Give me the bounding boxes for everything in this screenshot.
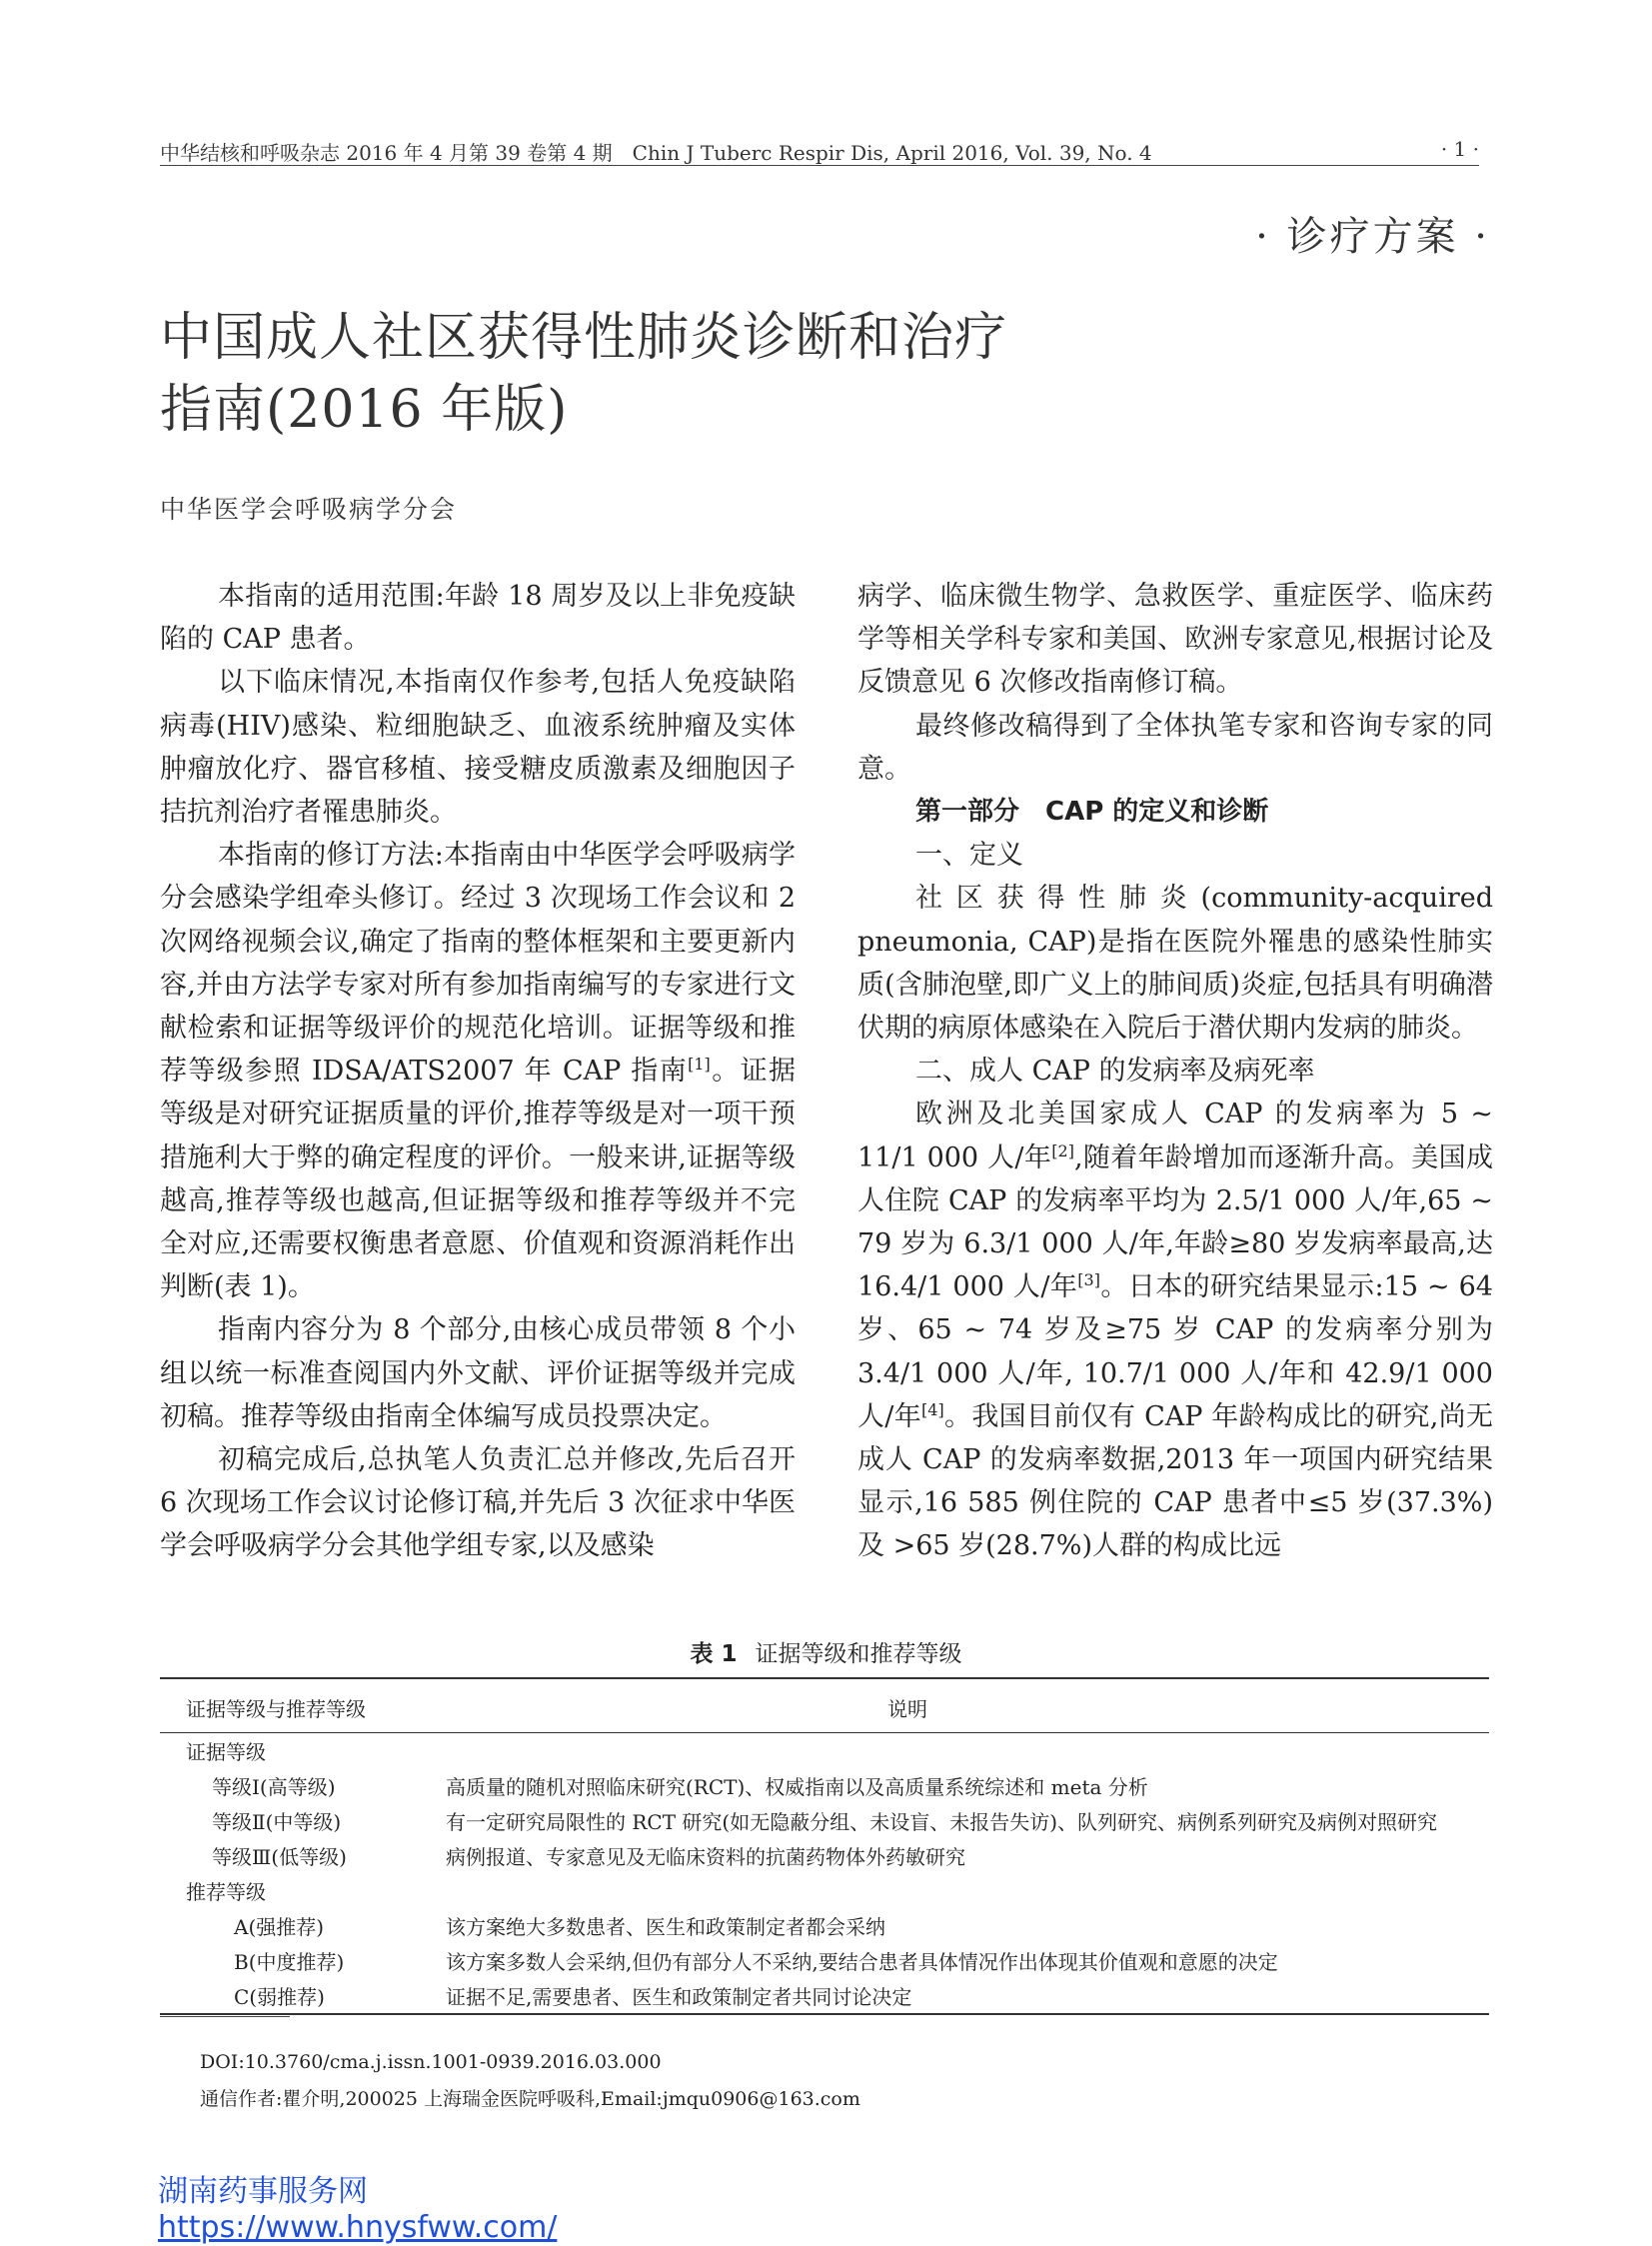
table-group-row [160, 1873, 1489, 1908]
table-number: 表 1 [690, 1641, 738, 1667]
description-cell: 病例报道、专家意见及无临床资料的抗菌药物体外药敏研究 [446, 1845, 965, 1869]
paragraph: 初稿完成后,总执笔人负责汇总并修改,先后召开 6 次现场工作会议讨论修订稿,并先后 3 次征求中华医学会呼吸病学分会其他学组专家,以及感染 [160, 1444, 796, 1562]
title-line-1: 中国成人社区获得性肺炎诊断和治疗 [160, 308, 1008, 368]
page-number: · 1 · [1440, 137, 1479, 161]
right-column [857, 575, 1493, 1568]
group-label: 推荐等级 [186, 1880, 266, 1904]
table-group-row [160, 1733, 1489, 1769]
correspondence: 通信作者:瞿介明,200025 上海瑞金医院呼吸科,Email:jmqu0906@163.com [200, 2088, 860, 2110]
paragraph [160, 834, 796, 1308]
running-header [160, 135, 1479, 166]
paragraph: 病学、临床微生物学、急救医学、重症医学、临床药学等相关学科专家和美国、欧洲专家意见,根据讨论及反馈意见 6 次修改指南修订稿。 [857, 581, 1493, 699]
paragraph-text: 本指南的修订方法:本指南由中华医学会呼吸病学分会感染学组牵头修订。经过 3 次现场工作会议和 2 次网络视频会议,确定了指南的整体框架和主要更新内容,并由方法学专家对所有参加指南编写的专家进行文献检索和证据等级评价的规范化培训。证据等级和推荐等级参照 IDSA/ATS2007 年 CAP 指南 [160, 840, 796, 1088]
paragraph-text: 。我国目前仅有 CAP 年龄构成比的研究,尚无成人 CAP 的发病率数据,2013 年一项国内研究结果显示,16 585 例住院的 CAP 患者中≤5 岁(37.3%)及 >65 岁(28.7%)人群的构成比远 [857, 1400, 1493, 1562]
column-header: 证据等级与推荐等级 [160, 1678, 446, 1733]
description-cell: 证据不足,需要患者、医生和政策制定者共同讨论决定 [446, 1978, 1489, 2014]
title-line-2: 指南(2016 年版) [160, 380, 569, 440]
table-row [160, 1838, 1489, 1873]
paragraph-text: 欧洲及北美国家成人 CAP 的发病率为 5 ~ 11/1 000 人/年 [857, 1099, 1493, 1173]
paragraph-text: ,随着年龄增加而逐渐升高。美国成人住院 CAP 的发病率平均为 2.5/1 000 人/年,65 ~ 79 岁为 6.3/1 000 人/年,年龄≥80 岁发病率最高,达 16.4/1 000 人/年 [857, 1141, 1493, 1303]
column-header: 说明 [446, 1678, 1489, 1733]
paragraph: 以下临床情况,本指南仅作参考,包括人免疫缺陷病毒(HIV)感染、粒细胞缺乏、血液系统肿瘤及实体肿瘤放化疗、器官移植、接受糖皮质激素及细胞因子拮抗剂治疗者罹患肺炎。 [160, 667, 796, 829]
citation-ref[interactable]: [3] [1077, 1270, 1100, 1290]
grade-cell: A(强推荐) [234, 1915, 325, 1939]
paragraph: 指南内容分为 8 个部分,由核心成员带领 8 个小组以统一标准查阅国内外文献、评价证据等级并完成初稿。推荐等级由指南全体编写成员投票决定。 [160, 1314, 796, 1432]
citation-ref[interactable]: [2] [1051, 1140, 1074, 1160]
citation-ref[interactable]: [4] [921, 1399, 944, 1419]
watermark-name: 湖南药事服务网 [158, 2174, 368, 2209]
description-cell: 该方案多数人会采纳,但仍有部分人不采纳,要结合患者具体情况作出体现其价值观和意愿的决定 [446, 1950, 1278, 1974]
section-heading: 一、定义 [915, 840, 1023, 872]
watermark [158, 2174, 557, 2246]
description-cell: 该方案绝大多数患者、医生和政策制定者都会采纳 [446, 1915, 885, 1939]
journal-citation: 中华结核和呼吸杂志 2016 年 4 月第 39 卷第 4 期 Chin J Tuberc Respir Dis, April 2016, Vol. 39, No. 4 [160, 141, 1152, 165]
group-label: 证据等级 [186, 1740, 266, 1764]
paragraph: 社区获得性肺炎(community-acquired pneumonia, CAP)是指在医院外罹患的感染性肺实质(含肺泡壁,即广义上的肺间质)炎症,包括具有明确潜伏期的病原体感染在入院后于潜伏期内发病的肺炎。 [857, 883, 1493, 1045]
paragraph: 本指南的适用范围:年龄 18 周岁及以上非免疫缺陷的 CAP 患者。 [160, 581, 796, 656]
table-header-row [160, 1678, 1489, 1733]
article-title [160, 302, 1007, 446]
watermark-link[interactable]: https://www.hnysfww.com/ [158, 2210, 558, 2245]
table-row [160, 1803, 1489, 1838]
section-heading: 二、成人 CAP 的发病率及病死率 [915, 1056, 1315, 1088]
description-cell: 有一定研究局限性的 RCT 研究(如无隐蔽分组、未设盲、未报告失访)、队列研究、病例系列研究及病例对照研究 [446, 1810, 1438, 1834]
part-heading: 第一部分 CAP 的定义和诊断 [915, 797, 1269, 828]
grade-cell: 等级Ⅱ(中等级) [212, 1810, 342, 1834]
table-row [160, 1908, 1489, 1943]
description-cell: 高质量的随机对照临床研究(RCT)、权威指南以及高质量系统综述和 meta 分析 [446, 1775, 1148, 1799]
grade-cell: 等级Ⅲ(低等级) [212, 1845, 347, 1869]
paragraph-text: 。日本的研究结果显示:15 ~ 64 岁、65 ~ 74 岁及≥75 岁 CAP 的发病率分别为 3.4/1 000 人/年, 10.7/1 000 人/年和 42.9/1 000 人/年 [857, 1271, 1493, 1432]
evidence-grade-table [160, 1677, 1489, 2015]
paragraph [857, 1093, 1493, 1567]
grade-cell: 等级Ⅰ(高等级) [212, 1775, 336, 1799]
paragraph: 最终修改稿得到了全体执笔专家和咨询专家的同意。 [857, 710, 1493, 785]
grade-cell: B(中度推荐) [234, 1950, 345, 1974]
left-column [160, 575, 796, 1568]
table-row [160, 1943, 1489, 1978]
table-row [160, 1978, 1489, 2014]
table-row [160, 1768, 1489, 1803]
table-title: 证据等级和推荐等级 [755, 1641, 962, 1667]
citation-ref[interactable]: [1] [688, 1055, 711, 1075]
paragraph-text: 。证据等级是对研究证据质量的评价,推荐等级是对一项干预措施利大于弊的确定程度的评价。一般来讲,证据等级越高,推荐等级也越高,但证据等级和推荐等级并不完全对应,还需要权衡患者意愿、价值观和资源消耗作出判断(表 1)。 [160, 1056, 796, 1303]
grade-cell: C(弱推荐) [234, 1985, 325, 2009]
doi: DOI:10.3760/cma.j.issn.1001-0939.2016.03.000 [200, 2051, 662, 2073]
section-label: · 诊疗方案 · [1255, 214, 1490, 260]
footnote-divider [160, 2016, 290, 2017]
author: 中华医学会呼吸病学分会 [160, 495, 458, 524]
footnotes [200, 2044, 860, 2118]
table-caption [0, 1635, 1652, 1668]
